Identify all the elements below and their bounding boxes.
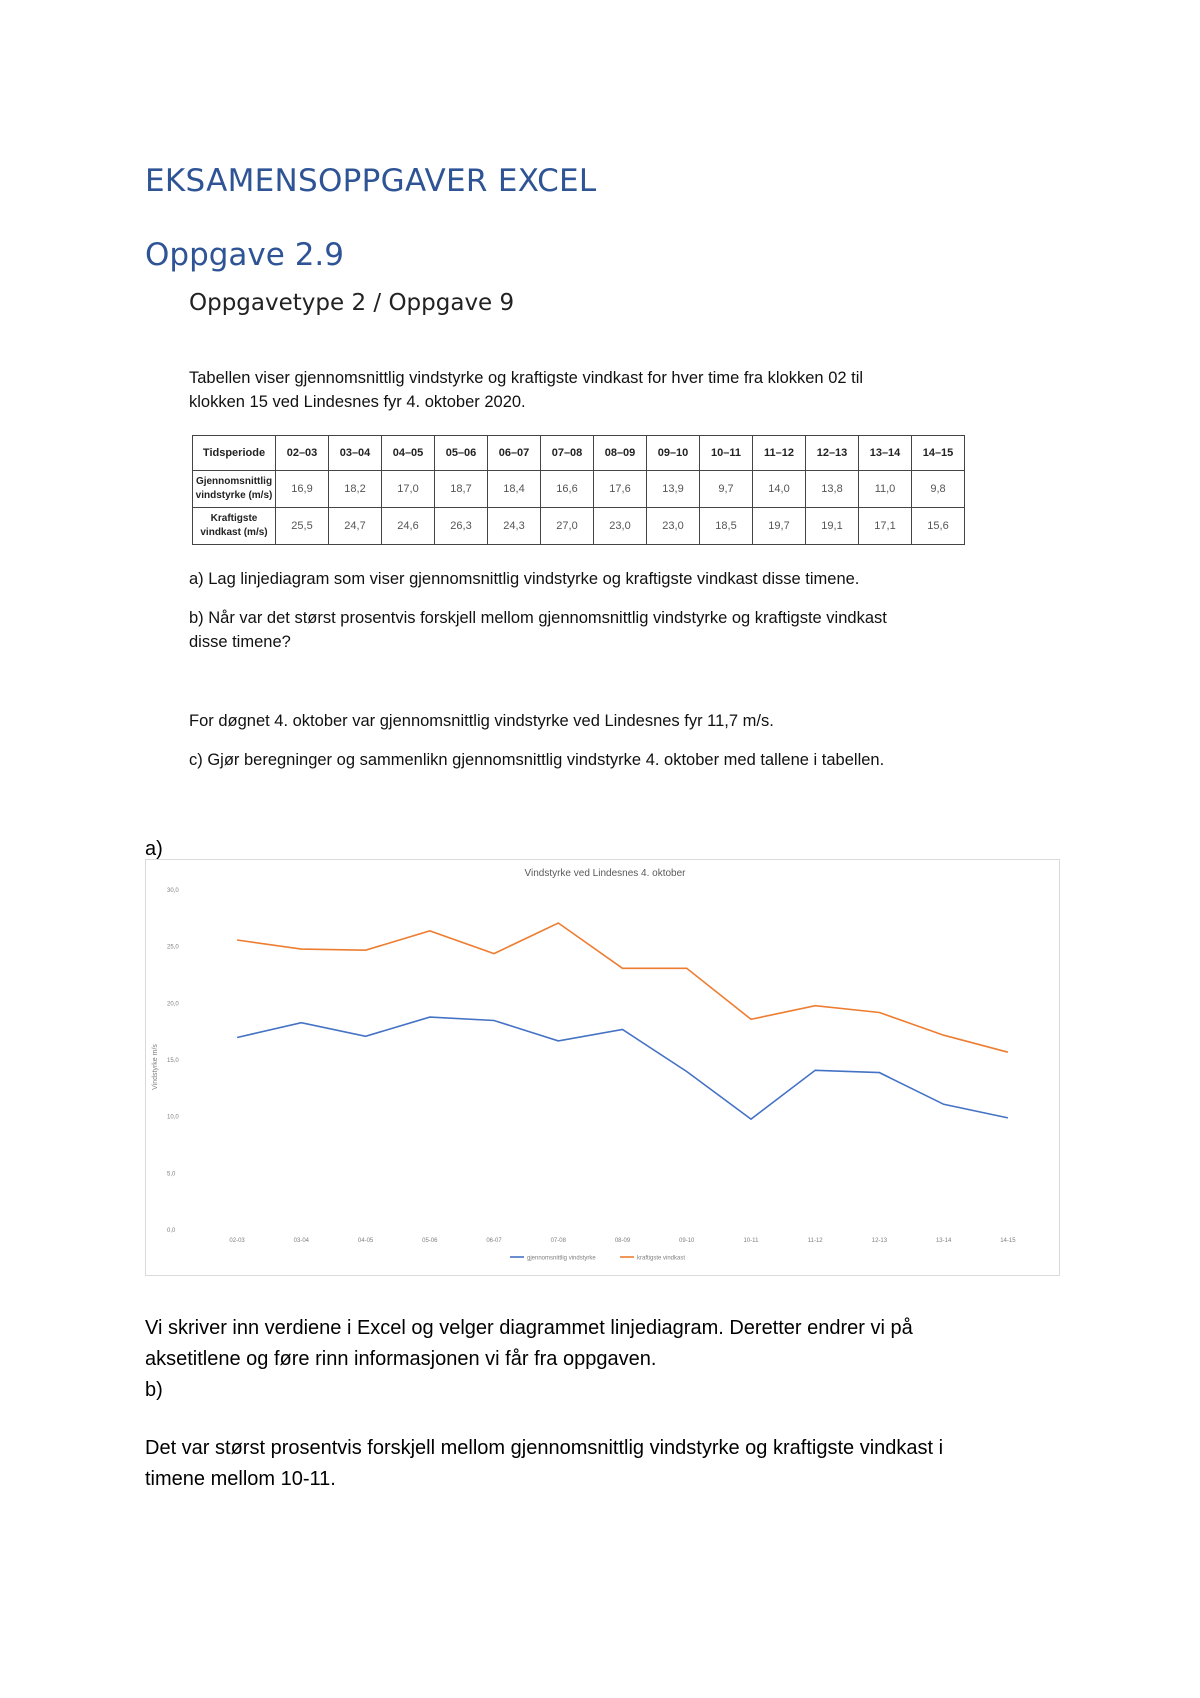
table-header-period: 07–08 (541, 436, 594, 471)
task-c: c) Gjør beregninger og sammenlikn gjennomsnittlig vindstyrke 4. oktober med tallene i tabellen. (189, 751, 885, 769)
table-row-average (193, 471, 965, 508)
table-cell-average: 18,4 (488, 471, 541, 508)
table-cell-average: 18,2 (329, 471, 382, 508)
answer-a-label: a) (145, 838, 163, 860)
chart-y-axis-label: Vindstyrke m/s (152, 1044, 159, 1090)
table-cell-gust: 17,1 (859, 508, 912, 545)
answer-b-line-1: Det var størst prosentvis forskjell mellom gjennomsnittlig vindstyrke og kraftigste vindkast i (145, 1437, 944, 1459)
table-cell-average: 16,9 (276, 471, 329, 508)
legend-label: gjennomsnittlig vindstyrke (527, 1255, 596, 1262)
table-cell-average: 9,8 (912, 471, 965, 508)
table-cell-gust: 18,5 (700, 508, 753, 545)
x-tick-label: 07-08 (550, 1238, 566, 1244)
x-tick-label: 03-04 (293, 1238, 310, 1244)
task-b-line-1: b) Når var det størst prosentvis forskjell mellom gjennomsnittlig vindstyrke og kraftigste vindkast (189, 609, 887, 627)
table-cell-gust: 23,0 (647, 508, 700, 545)
table-cell-gust: 27,0 (541, 508, 594, 545)
table-cell-average: 13,9 (647, 471, 700, 508)
y-tick-label: 0,0 (167, 1228, 176, 1234)
chart-title: Vindstyrke ved Lindesnes 4. oktober (524, 868, 686, 879)
daily-note: For døgnet 4. oktober var gjennomsnittlig vindstyrke ved Lindesnes fyr 11,7 m/s. (189, 712, 774, 730)
x-tick-label: 05-06 (422, 1238, 438, 1244)
task-a: a) Lag linjediagram som viser gjennomsnittlig vindstyrke og kraftigste vindkast disse timene. (189, 570, 860, 588)
document-title: EKSAMENSOPPGAVER EXCEL (145, 163, 597, 199)
answer-b-line-2: timene mellom 10-11. (145, 1468, 336, 1490)
table-cell-average: 14,0 (753, 471, 806, 508)
table-cell-average: 17,0 (382, 471, 435, 508)
table-row-label-gust (193, 508, 276, 545)
table-cell-gust: 25,5 (276, 508, 329, 545)
y-tick-label: 5,0 (167, 1171, 176, 1178)
table-cell-gust: 19,7 (753, 508, 806, 545)
table-header-period: 10–11 (700, 436, 753, 471)
answer-a-line-1: Vi skriver inn verdiene i Excel og velger diagrammet linjediagram. Deretter endrer vi på (145, 1317, 913, 1339)
x-tick-label: 09-10 (679, 1238, 695, 1244)
table-header-label: Tidsperiode (193, 436, 276, 471)
table-cell-gust: 24,7 (329, 508, 382, 545)
table-cell-average: 17,6 (594, 471, 647, 508)
intro-line-2: klokken 15 ved Lindesnes fyr 4. oktober 2020. (189, 393, 526, 411)
task-subheading: Oppgavetype 2 / Oppgave 9 (189, 290, 515, 316)
x-tick-label: 11-12 (807, 1238, 823, 1244)
data-table (192, 435, 965, 545)
table-cell-gust: 24,3 (488, 508, 541, 545)
table-header-period: 02–03 (276, 436, 329, 471)
row-label-line: vindstyrke (m/s) (195, 490, 273, 501)
table-cell-average: 9,7 (700, 471, 753, 508)
x-tick-label: 08-09 (614, 1238, 631, 1244)
y-tick-label: 15,0 (167, 1058, 179, 1064)
x-tick-label: 14-15 (1000, 1238, 1016, 1244)
y-tick-label: 10,0 (167, 1114, 179, 1121)
table-cell-average: 18,7 (435, 471, 488, 508)
answer-a-line-2: aksetitlene og føre rinn informasjonen vi får fra oppgaven. (145, 1348, 657, 1370)
intro-line-1: Tabellen viser gjennomsnittlig vindstyrke og kraftigste vindkast for hver time fra klokken 02 til (189, 369, 864, 387)
table-header-period: 03–04 (329, 436, 382, 471)
table-cell-gust: 26,3 (435, 508, 488, 545)
x-tick-label: 10-11 (743, 1238, 759, 1244)
x-tick-label: 12-13 (871, 1238, 888, 1244)
table-header-period: 14–15 (912, 436, 965, 471)
task-b (189, 606, 887, 654)
y-tick-label: 20,0 (167, 1001, 179, 1008)
x-tick-label: 02-03 (229, 1238, 245, 1244)
table-row-gust (193, 508, 965, 545)
row-label-line: Gjennomsnittlig (195, 476, 273, 487)
table-header-period: 05–06 (435, 436, 488, 471)
table-header-period: 09–10 (647, 436, 700, 471)
y-tick-label: 30,0 (167, 888, 179, 894)
answer-b-text (145, 1433, 943, 1495)
x-tick-label: 06-07 (486, 1238, 502, 1244)
legend-label: kraftigste vindkast (637, 1255, 686, 1262)
table-cell-average: 11,0 (859, 471, 912, 508)
table-header-period: 12–13 (806, 436, 859, 471)
y-tick-label: 25,0 (167, 944, 179, 951)
task-b-line-2: disse timene? (189, 633, 291, 651)
x-tick-label: 13-14 (935, 1238, 952, 1244)
row-label-line: Kraftigste (210, 513, 258, 524)
table-cell-average: 13,8 (806, 471, 859, 508)
table-cell-gust: 15,6 (912, 508, 965, 545)
table-cell-average: 16,6 (541, 471, 594, 508)
answer-b-label: b) (145, 1379, 163, 1401)
chart-frame (146, 860, 1060, 1276)
intro-text (189, 366, 863, 414)
table-header-row (193, 436, 965, 471)
table-cell-gust: 24,6 (382, 508, 435, 545)
table-header-period: 11–12 (753, 436, 806, 471)
answer-a-text (145, 1313, 913, 1375)
table-cell-gust: 19,1 (806, 508, 859, 545)
table-header-period: 13–14 (859, 436, 912, 471)
table-header-period: 06–07 (488, 436, 541, 471)
row-label-line: vindkast (m/s) (200, 527, 268, 538)
table-row-label-average (193, 471, 276, 508)
line-chart (145, 859, 1060, 1276)
x-tick-label: 04-05 (357, 1238, 374, 1244)
table-cell-gust: 23,0 (594, 508, 647, 545)
task-heading: Oppgave 2.9 (145, 237, 345, 273)
table-header-period: 04–05 (382, 436, 435, 471)
table-header-period: 08–09 (594, 436, 647, 471)
